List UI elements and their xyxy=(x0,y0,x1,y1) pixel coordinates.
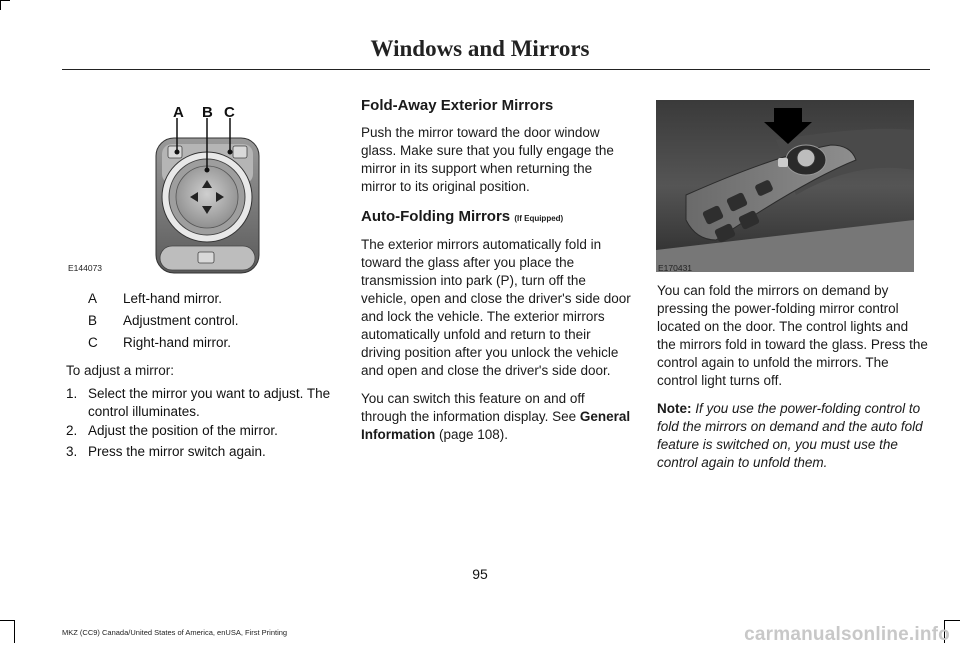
callout-label-c: C xyxy=(224,104,235,121)
printing-info: MKZ (CC9) Canada/United States of America, enUSA, First Printing xyxy=(62,628,288,637)
section-heading-fold-away: Fold-Away Exterior Mirrors xyxy=(361,97,554,114)
section-heading-auto-folding xyxy=(361,208,631,225)
right-column xyxy=(657,282,929,472)
callout-label-a: A xyxy=(173,104,184,121)
legend-text: Right-hand mirror. xyxy=(123,335,232,350)
note-text: If you use the power-folding control to fold the mirrors on demand and the auto fold feature is switched on, you must use the control again to unfold them. xyxy=(657,401,923,470)
header-rule xyxy=(62,69,930,70)
general-information-link[interactable]: General Information xyxy=(361,409,631,442)
crop-mark xyxy=(0,0,10,1)
step-text: Adjust the position of the mirror. xyxy=(88,423,278,438)
fold-away-paragraph: Push the mirror toward the door window glass. Make sure that you fully engage the mirror in its support when returning the mirror to its original position. xyxy=(361,125,614,194)
switch-feature-paragraph xyxy=(361,390,631,444)
auto-folding-paragraph: The exterior mirrors automatically fold in toward the glass after you place the transmission into park (P), turn off the vehicle, open and close the driver's side door and lock the vehicle. The exterior mirrors automatically unfold and return to their driving position after you unlock the vehicle and open and close the driver's side door. xyxy=(361,237,631,378)
door-control-figure xyxy=(656,100,914,272)
switch-feature-text: You can switch this feature on and off through the information display. See xyxy=(361,391,585,424)
legend-text: Left-hand mirror. xyxy=(123,291,223,306)
door-control-illustration xyxy=(656,100,914,272)
crop-mark xyxy=(0,0,1,10)
crop-mark xyxy=(0,620,14,621)
step-number: 1. xyxy=(66,386,78,401)
crop-mark xyxy=(14,620,15,643)
legend-key: B xyxy=(88,313,98,328)
auto-folding-title: Auto-Folding Mirrors xyxy=(361,208,511,225)
step-text: Select the mirror you want to adjust. The control illuminates. xyxy=(88,386,331,419)
page-number: 95 xyxy=(472,566,488,582)
adjust-intro: To adjust a mirror: xyxy=(66,363,175,378)
watermark: carmanualsonline.info xyxy=(744,624,950,645)
middle-column xyxy=(361,97,631,444)
figure-id-right: E170431 xyxy=(658,263,693,273)
page-reference: (page 108). xyxy=(435,427,509,442)
note-label: Note: xyxy=(657,401,692,416)
step-number: 3. xyxy=(66,444,78,459)
mirror-control-figure xyxy=(150,100,265,275)
legend-key: A xyxy=(88,291,98,306)
mirror-control-illustration xyxy=(150,100,265,275)
step-number: 2. xyxy=(66,423,78,438)
callout-label-b: B xyxy=(202,104,213,121)
note-paragraph xyxy=(657,400,929,472)
legend-key: C xyxy=(88,335,98,350)
step-text: Press the mirror switch again. xyxy=(88,444,266,459)
crop-mark xyxy=(944,620,960,621)
figure-id-left: E144073 xyxy=(68,263,103,273)
if-equipped-note: (If Equipped) xyxy=(514,214,564,223)
legend-text: Adjustment control. xyxy=(123,313,239,328)
page-title: Windows and Mirrors xyxy=(370,36,590,61)
power-folding-paragraph: You can fold the mirrors on demand by pressing the power-folding mirror control located on the door. The control lights and the mirrors fold in toward the glass. Press the control again to unfold the mirrors. The control light turns off. xyxy=(657,283,928,388)
